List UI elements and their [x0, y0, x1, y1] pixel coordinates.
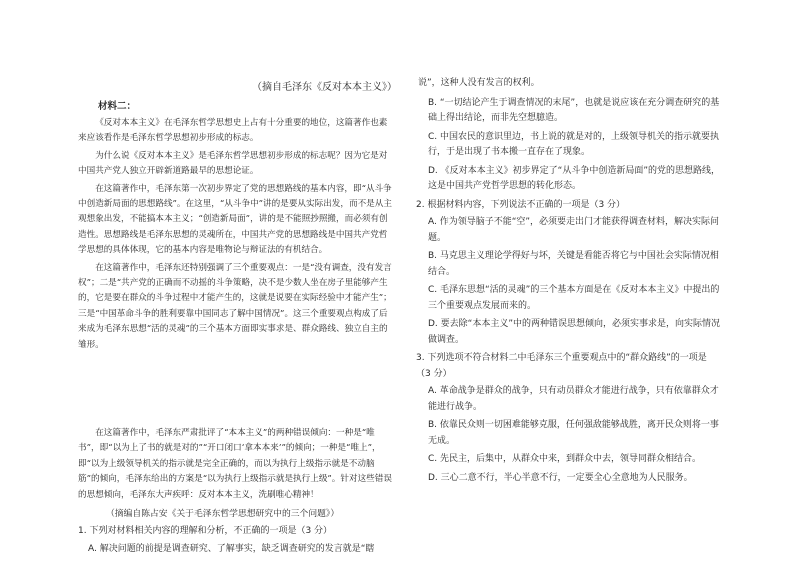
q2-option-b: B. 马克思主义理论学得好与坏，关键是看能否将它与中国社会实际情况相结合。: [428, 251, 719, 277]
q3-option-d: D. 三心二意不行，半心半意不行，一定要全心全意地为人民服务。: [428, 472, 693, 483]
paragraph-1: 《反对本本主义》在毛泽东哲学思想史上占有十分重要的地位，这篇著作也素来应该看作是毛泽东哲学思想初步形成的标志。: [78, 118, 388, 144]
q2-option-d: D. 要去除“本本主义”中的两种错误思想倾向，必须实事求是，向实际情况做调查。: [428, 319, 720, 345]
question-3: 3. 下列选项不符合材料二中毛泽东三个重要观点中的“群众路线”的一项是（3 分）: [416, 353, 707, 379]
paragraph-3: 在这篇著作中，毛泽东第一次初步界定了党的思想路线的基本内容，即“从斗争中创造新局面的思想路线”。在这里，“从斗争中”讲的是要从实际出发，而不是从主观想象出发，不能搞本本主义；“创造新局面”，讲的是不能照抄照搬，而必须有创造性。思想路线是毛泽东思想的灵魂所在，中国共产党的思想路线是中国共产党哲学思想的具体体现，它的基本内容是唯物论与辩证法的有机结合。: [78, 183, 392, 256]
q1-option-a: A. 解决问题的前提是调查研究、了解事实，缺乏调查研究的发言就是“瞎: [88, 543, 375, 554]
top-source-citation: （摘自毛泽东《反对本本主义》）: [252, 82, 397, 93]
question-1: 1. 下列对材料相关内容的理解和分析，不正确的一项是（3 分）: [78, 526, 333, 537]
q2-option-a: A. 作为领导脑子不能“空”，必须要走出门才能获得调查材料，解决实际问题。: [428, 217, 720, 243]
q3-option-b: B. 依靠民众则一切困难能够克服，任何强敌能够战胜，离开民众则将一事无成。: [428, 420, 719, 446]
q1-option-d: D. 《反对本本主义》初步界定了“从斗争中创造新局面”的党的思想路线，这是中国共产党哲学思想的转化形态。: [428, 165, 720, 191]
paragraph-2: 为什么说《反对本本主义》是毛泽东哲学思想初步形成的标志呢？因为它是对中国共产党人独立开辟新道路最早的思想论证。: [78, 150, 388, 177]
q1-option-c: C. 中国农民的意识里边，书上说的就是对的，上级领导机关的指示就要执行，于是出现了书本搬一直存在了现象。: [428, 131, 720, 157]
paragraph-4: 在这篇著作中，毛泽东还特别强调了三个重要观点：一是“没有调查，没有发言权”；二是“共产党的正确而不动摇的斗争策略，决不是少数人坐在房子里能够产生的，它是要在群众的斗争过程中才能产生的，这就是说要在实际经验中才能产生”；三是“中国革命斗争的胜利要靠中国同志了解中国情况”。这三个重要观点构成了后来成为毛泽东思想“活的灵魂”的三个基本方面即实事求是、群众路线、独立自主的雏形。: [78, 262, 392, 350]
question-2: 2. 根据材料内容，下列说法不正确的一项是（3 分）: [416, 199, 626, 210]
q3-option-a: A. 革命战争是群众的战争，只有动员群众才能进行战争，只有依靠群众才能进行战争。: [428, 386, 719, 412]
left-column: [78, 98, 395, 355]
right-column: [416, 76, 720, 489]
q1-option-b: B. “一切结论产生于调查情况的末尾”，也就是说应该在充分调查研究的基础上得出结论，而非先空想臆造。: [428, 97, 720, 123]
q3-option-c: C. 先民主，后集中，从群众中来，到群众中去，领导同群众相结合。: [428, 454, 702, 464]
source-citation: （摘编自陈占安《关于毛泽东哲学思想研究中的三个问题》）: [106, 509, 340, 520]
left-column-bottom: [78, 426, 395, 561]
material-heading: 材料二：: [98, 101, 137, 112]
paragraph-5: 在这篇著作中，毛泽东严肃批评了“本本主义”的两种错误倾向：一种是“唯书”，即“以为上了书的就是对的”“开口闭口‘拿本本来’”的倾向；一种是“唯上”，即“以为上级领导机关的指示就是完全正确的，而以为执行上级指示就是不动脑筋”的倾向，毛泽东给出的方案是“以为执行上级指示就是执行上级”。针对这些错误的思想倾向，毛泽东大声疾呼：反对本本主义，洗刷唯心精神！: [78, 428, 392, 500]
continued-text: 说”，这种人没有发言的权利。: [418, 78, 540, 88]
q2-option-c: C. 毛泽东思想“活的灵魂”的三个基本方面是在《反对本本主义》中提出的三个重要观点发展而来的。: [428, 285, 720, 311]
